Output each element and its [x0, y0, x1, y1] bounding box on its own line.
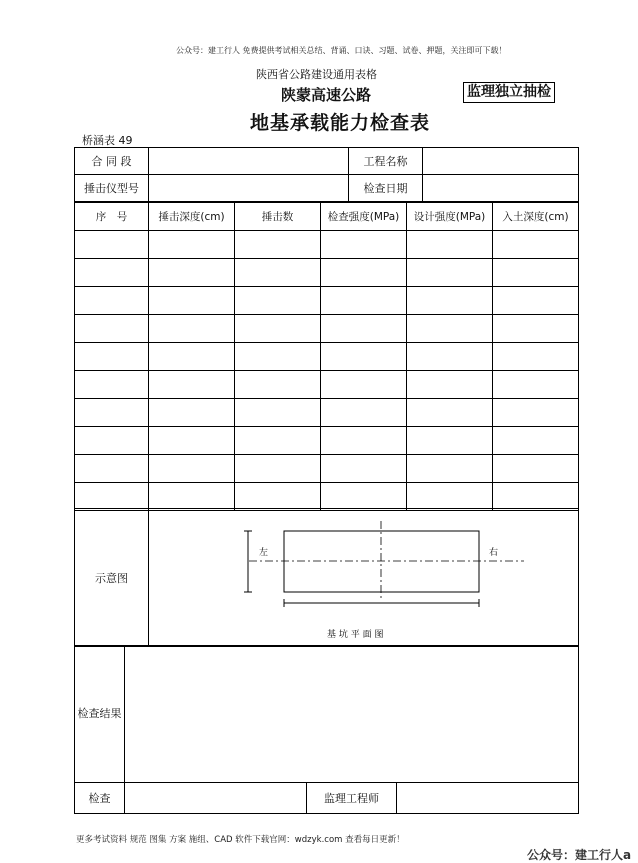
left-label: 左: [259, 548, 269, 558]
table-cell[interactable]: [75, 371, 149, 399]
project-name: 陕蒙高速公路: [281, 86, 372, 104]
table-cell[interactable]: [407, 371, 493, 399]
pit-outline: [284, 531, 479, 592]
table-cell[interactable]: [75, 343, 149, 371]
table-cell[interactable]: [493, 315, 579, 343]
table-cell[interactable]: [321, 455, 407, 483]
table-cell[interactable]: [321, 399, 407, 427]
table-cell[interactable]: [75, 427, 149, 455]
table-cell[interactable]: [149, 343, 235, 371]
inspector-label: 检查: [75, 783, 125, 814]
data-table: [74, 202, 579, 511]
table-cell[interactable]: [407, 315, 493, 343]
diagram-caption: 基 坑 平 面 图: [327, 630, 384, 640]
table-cell[interactable]: [407, 399, 493, 427]
engineer-label: 监理工程师: [307, 783, 397, 814]
diagram-label: 示意图: [75, 509, 149, 647]
table-cell[interactable]: [321, 231, 407, 259]
table-cell[interactable]: [407, 287, 493, 315]
table-row: [75, 427, 579, 455]
table-row: [75, 315, 579, 343]
table-cell[interactable]: [235, 371, 321, 399]
project-label: 工程名称: [349, 148, 423, 175]
diagram-cell: [149, 509, 579, 647]
column-header: 捶击深度(cm): [149, 203, 235, 231]
table-cell[interactable]: [149, 483, 235, 511]
table-cell[interactable]: [75, 315, 149, 343]
inspector-field[interactable]: [125, 783, 307, 814]
date-label: 检查日期: [349, 175, 423, 202]
table-cell[interactable]: [235, 287, 321, 315]
table-cell[interactable]: [149, 455, 235, 483]
table-cell[interactable]: [235, 231, 321, 259]
table-cell[interactable]: [235, 399, 321, 427]
pit-plan-diagram: [149, 509, 579, 646]
table-row: [75, 259, 579, 287]
table-cell[interactable]: [493, 483, 579, 511]
column-header: 入土深度(cm): [493, 203, 579, 231]
table-cell[interactable]: [321, 371, 407, 399]
table-cell[interactable]: [321, 259, 407, 287]
table-cell[interactable]: [75, 483, 149, 511]
table-cell[interactable]: [493, 427, 579, 455]
table-cell[interactable]: [493, 371, 579, 399]
table-row: [75, 399, 579, 427]
table-cell[interactable]: [235, 343, 321, 371]
signoff-row: [74, 782, 579, 814]
table-cell[interactable]: [149, 427, 235, 455]
table-cell[interactable]: [75, 455, 149, 483]
table-cell[interactable]: [149, 315, 235, 343]
table-row: [75, 287, 579, 315]
table-cell[interactable]: [493, 455, 579, 483]
column-header: 捶击数: [235, 203, 321, 231]
table-cell[interactable]: [235, 455, 321, 483]
table-row: [75, 455, 579, 483]
date-field[interactable]: [423, 175, 579, 202]
standard-name: 陕西省公路建设通用表格: [256, 68, 377, 81]
table-cell[interactable]: [407, 483, 493, 511]
table-cell[interactable]: [321, 343, 407, 371]
instrument-field[interactable]: [149, 175, 349, 202]
table-row: [75, 231, 579, 259]
table-cell[interactable]: [321, 287, 407, 315]
results-label: 检查结果: [75, 646, 125, 783]
table-cell[interactable]: [235, 259, 321, 287]
results-field[interactable]: [125, 646, 579, 783]
table-cell[interactable]: [149, 259, 235, 287]
footer-text: 更多考试资料 规范 图集 方案 施组、CAD 软件下载官网：wdzyk.com 查看每日更新！: [76, 835, 405, 845]
watermark: 公众号：建工行人a: [527, 848, 632, 862]
table-cell[interactable]: [407, 455, 493, 483]
table-cell[interactable]: [407, 259, 493, 287]
form-title: 地基承载能力检查表: [250, 112, 431, 134]
instrument-label: 捶击仪型号: [75, 175, 149, 202]
results-section: [74, 645, 579, 783]
table-row: [75, 483, 579, 511]
table-cell[interactable]: [493, 287, 579, 315]
table-cell[interactable]: [75, 231, 149, 259]
table-row: [75, 343, 579, 371]
contract-label: 合 同 段: [75, 148, 149, 175]
table-cell[interactable]: [493, 259, 579, 287]
table-cell[interactable]: [235, 427, 321, 455]
table-cell[interactable]: [407, 231, 493, 259]
table-cell[interactable]: [321, 483, 407, 511]
table-row: [75, 371, 579, 399]
inspection-badge: 监理独立抽检: [463, 82, 555, 103]
column-header: 检查强度(MPa): [321, 203, 407, 231]
project-field[interactable]: [423, 148, 579, 175]
table-cell[interactable]: [149, 371, 235, 399]
form-number: 桥涵表 49: [82, 134, 133, 147]
table-cell[interactable]: [493, 231, 579, 259]
table-cell[interactable]: [149, 231, 235, 259]
info-table: [74, 147, 579, 202]
table-cell[interactable]: [75, 259, 149, 287]
table-cell[interactable]: [407, 343, 493, 371]
engineer-field[interactable]: [397, 783, 579, 814]
table-cell[interactable]: [407, 427, 493, 455]
table-cell[interactable]: [493, 343, 579, 371]
column-header: 设计强度(MPa): [407, 203, 493, 231]
table-cell[interactable]: [149, 287, 235, 315]
right-label: 右: [489, 548, 499, 558]
diagram-section: [74, 508, 579, 647]
table-cell[interactable]: [75, 287, 149, 315]
table-header: [75, 203, 579, 231]
table-cell[interactable]: [235, 483, 321, 511]
column-header: 序 号: [75, 203, 149, 231]
table-cell[interactable]: [75, 399, 149, 427]
contract-field[interactable]: [149, 148, 349, 175]
header-notice: 公众号：建工行人 免费提供考试相关总结、背诵、口诀、习题、试卷、押题，关注即可下载！: [176, 46, 507, 55]
table-cell[interactable]: [493, 399, 579, 427]
table-cell[interactable]: [149, 399, 235, 427]
table-cell[interactable]: [321, 427, 407, 455]
table-cell[interactable]: [235, 315, 321, 343]
table-cell[interactable]: [321, 315, 407, 343]
